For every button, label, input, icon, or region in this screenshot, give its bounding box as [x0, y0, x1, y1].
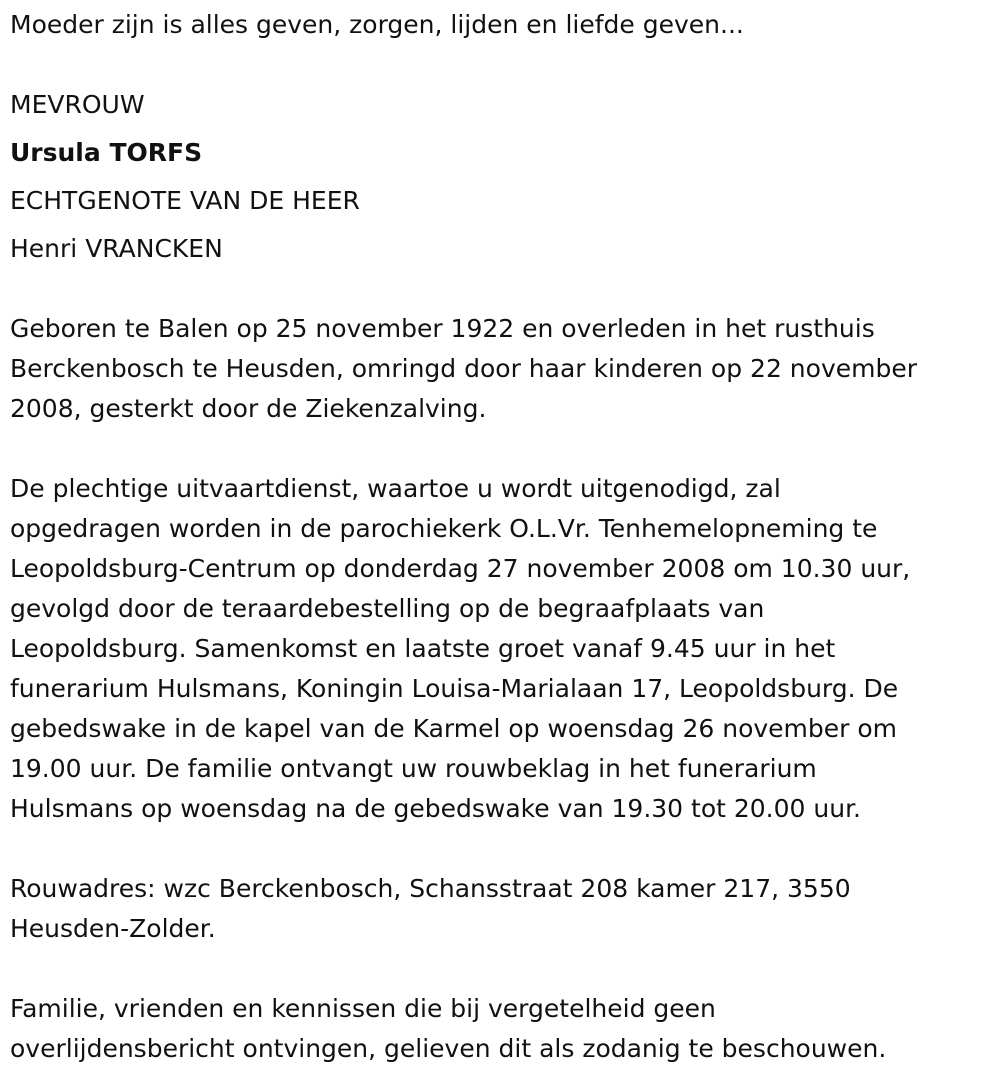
- address-line: Heusden-Zolder.: [10, 914, 216, 943]
- funeral-line: opgedragen worden in de parochiekerk O.L.Vr. Tenhemelopneming te: [10, 514, 878, 543]
- closing-line: Familie, vrienden en kennissen die bij vergetelheid geen: [10, 994, 716, 1023]
- birth-death-line: 2008, gesterkt door de Ziekenzalving.: [10, 394, 487, 423]
- birth-death-line: Geboren te Balen op 25 november 1922 en overleden in het rusthuis: [10, 314, 875, 343]
- funeral-line: gebedswake in de kapel van de Karmel op woensdag 26 november om: [10, 714, 898, 743]
- address-line: Rouwadres: wzc Berckenbosch, Schansstraat 208 kamer 217, 3550: [10, 874, 851, 903]
- funeral-line: Hulsmans op woensdag na de gebedswake van 19.30 tot 20.00 uur.: [10, 794, 862, 823]
- opening-quote: Moeder zijn is alles geven, zorgen, lijden en liefde geven...: [10, 10, 744, 39]
- funeral-line: De plechtige uitvaartdienst, waartoe u wordt uitgenodigd, zal: [10, 474, 781, 503]
- funeral-line: 19.00 uur. De familie ontvangt uw rouwbeklag in het funerarium: [10, 754, 817, 783]
- closing-line: overlijdensbericht ontvingen, gelieven dit als zodanig te beschouwen.: [10, 1034, 887, 1063]
- title-prefix: MEVROUW: [10, 90, 145, 119]
- birth-death-line: Berckenbosch te Heusden, omringd door haar kinderen op 22 november: [10, 354, 917, 383]
- funeral-line: Leopoldsburg. Samenkomst en laatste groet vanaf 9.45 uur in het: [10, 634, 836, 663]
- funeral-line: gevolgd door de teraardebestelling op de begraafplaats van: [10, 594, 765, 623]
- deceased-name: Ursula TORFS: [10, 138, 203, 167]
- funeral-line: Leopoldsburg-Centrum op donderdag 27 november 2008 om 10.30 uur,: [10, 554, 911, 583]
- funeral-line: funerarium Hulsmans, Koningin Louisa-Marialaan 17, Leopoldsburg. De: [10, 674, 899, 703]
- spouse-name: Henri VRANCKEN: [10, 234, 223, 263]
- relation-label: ECHTGENOTE VAN DE HEER: [10, 186, 360, 215]
